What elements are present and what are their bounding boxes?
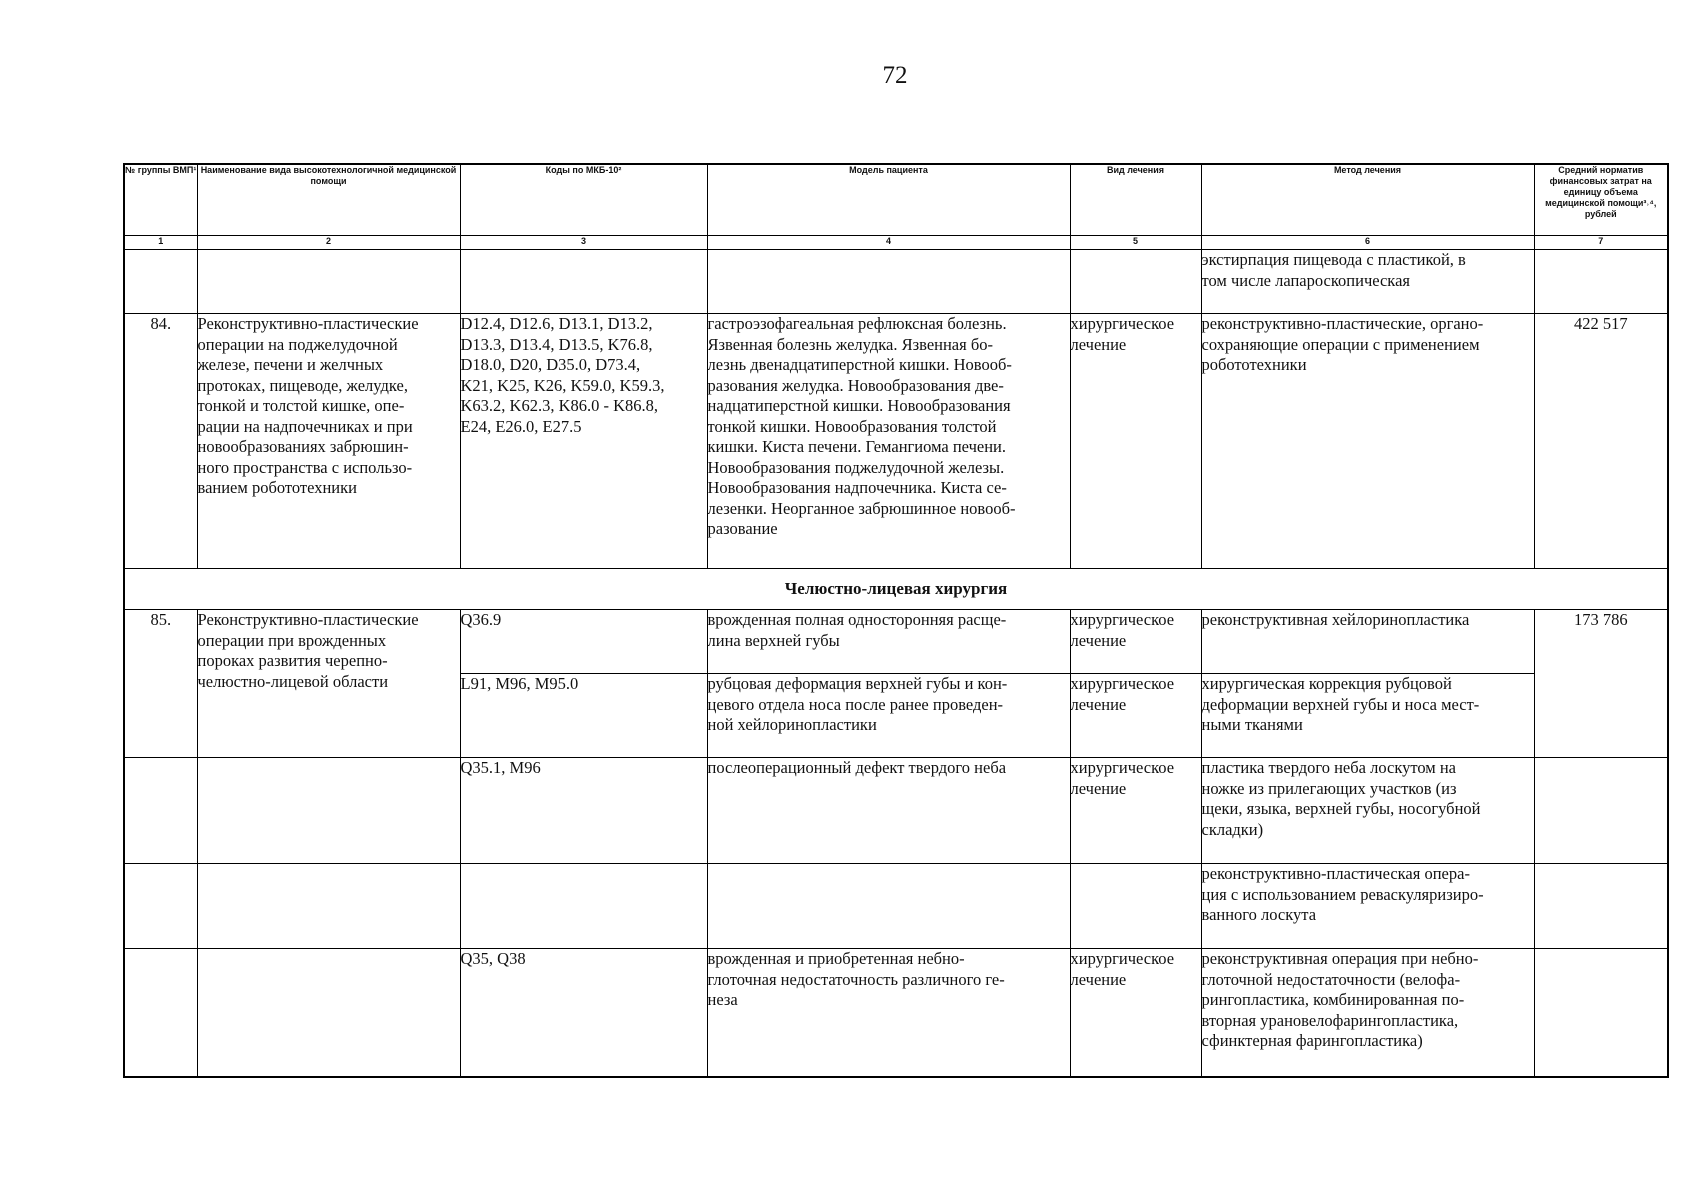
table-row — [124, 758, 1668, 864]
treatment-method-cell: реконструктивная операция при небно- глоточной недостаточности (велофа- рингопластика, комбинированная по- вторная урановелофарингопластика, сфинктерная фарингопластика) — [1201, 949, 1534, 1077]
column-number: 1 — [124, 236, 197, 250]
avg-cost-cell — [1534, 250, 1668, 314]
group-number-cell — [124, 949, 197, 1077]
treatment-type-cell: хирургическое лечение — [1070, 674, 1201, 758]
avg-cost-cell: 422 517 — [1534, 314, 1668, 569]
care-type-cell — [197, 864, 460, 949]
table-row — [124, 610, 1668, 674]
header-treatment-type: Вид лечения — [1070, 164, 1201, 236]
avg-cost-cell — [1534, 758, 1668, 864]
icd-codes-cell — [460, 864, 707, 949]
icd-codes-cell: Q35.1, M96 — [460, 758, 707, 864]
page-number: 72 — [882, 62, 908, 89]
icd-codes-cell: Q35, Q38 — [460, 949, 707, 1077]
table-row — [124, 314, 1668, 569]
treatment-type-cell: хирургическое лечение — [1070, 610, 1201, 674]
header-row — [124, 164, 1668, 236]
section-row — [124, 569, 1668, 610]
treatment-method-cell: пластика твердого неба лоскутом на ножке из прилегающих участков (из щеки, языка, верхней губы, носогубной складки) — [1201, 758, 1534, 864]
treatment-method-cell: экстирпация пищевода с пластикой, в том числе лапароскопическая — [1201, 250, 1534, 314]
treatment-type-cell: хирургическое лечение — [1070, 949, 1201, 1077]
vmp-table — [123, 163, 1669, 1078]
table-row — [124, 250, 1668, 314]
care-type-cell: Реконструктивно-пластические операции при врожденных пороках развития черепно- челюстно-лицевой области — [197, 610, 460, 758]
column-number: 6 — [1201, 236, 1534, 250]
patient-model-cell: гастроэзофагеальная рефлюксная болезнь. Язвенная болезнь желудка. Язвенная бо- лезнь двенадцатиперстной кишки. Новооб- разования желудка. Новообразования две- надцатиперстной кишки. Новообразования тонкой кишки. Новообразования толстой кишки. Киста печени. Гемангиома печени. Новообразования поджелудочной железы. Новообразования надпочечника. Киста се- лезенки. Неорганное забрюшинное новооб- разование — [707, 314, 1070, 569]
icd-codes-cell — [460, 250, 707, 314]
group-number-cell — [124, 758, 197, 864]
header-treatment-method: Метод лечения — [1201, 164, 1534, 236]
table-row — [124, 949, 1668, 1077]
patient-model-cell: рубцовая деформация верхней губы и кон- цевого отдела носа после ранее проведен- ной хейлоринопластики — [707, 674, 1070, 758]
header-group-number: № группы ВМП¹ — [124, 164, 197, 236]
patient-model-cell — [707, 250, 1070, 314]
icd-codes-cell: L91, M96, M95.0 — [460, 674, 707, 758]
treatment-type-cell: хирургическое лечение — [1070, 314, 1201, 569]
treatment-type-cell: хирургическое лечение — [1070, 758, 1201, 864]
header-patient-model: Модель пациента — [707, 164, 1070, 236]
group-number-cell — [124, 250, 197, 314]
icd-codes-cell: D12.4, D12.6, D13.1, D13.2, D13.3, D13.4, D13.5, K76.8, D18.0, D20, D35.0, D73.4, K21, K25, K26, K59.0, K59.3, K63.2, K62.3, K86.0 - K86.8, E24, E26.0, E27.5 — [460, 314, 707, 569]
table-row — [124, 864, 1668, 949]
treatment-type-cell — [1070, 864, 1201, 949]
care-type-cell — [197, 949, 460, 1077]
group-number-cell: 85. — [124, 610, 197, 758]
group-number-cell: 84. — [124, 314, 197, 569]
treatment-method-cell: хирургическая коррекция рубцовой деформации верхней губы и носа мест- ными тканями — [1201, 674, 1534, 758]
treatment-method-cell: реконструктивно-пластические, органо- сохраняющие операции с применением робототехники — [1201, 314, 1534, 569]
patient-model-cell: врожденная и приобретенная небно- глоточная недостаточность различного ге- неза — [707, 949, 1070, 1077]
care-type-cell: Реконструктивно-пластические операции на поджелудочной железе, печени и желчных протоках, пищеводе, желудке, тонкой и толстой кишке, опе- рации на надпочечниках и при новообразованиях забрюшин- ного пространства с использо- ванием робототехники — [197, 314, 460, 569]
section-title: Челюстно-лицевая хирургия — [124, 569, 1668, 610]
header-icd-codes: Коды по МКБ-10² — [460, 164, 707, 236]
column-number: 5 — [1070, 236, 1201, 250]
column-number-row — [124, 236, 1668, 250]
header-care-type: Наименование вида высокотехнологичной медицинской помощи — [197, 164, 460, 236]
column-number: 3 — [460, 236, 707, 250]
header-avg-cost: Средний норматив финансовых затрат на единицу объема медицинской помощи³˒⁴, рублей — [1534, 164, 1668, 236]
patient-model-cell — [707, 864, 1070, 949]
group-number-cell — [124, 864, 197, 949]
patient-model-cell: врожденная полная односторонняя расще- лина верхней губы — [707, 610, 1070, 674]
patient-model-cell: послеоперационный дефект твердого неба — [707, 758, 1070, 864]
care-type-cell — [197, 250, 460, 314]
column-number: 7 — [1534, 236, 1668, 250]
avg-cost-cell: 173 786 — [1534, 610, 1668, 758]
column-number: 2 — [197, 236, 460, 250]
treatment-method-cell: реконструктивно-пластическая опера- ция с использованием реваскуляризиро- ванного лоскута — [1201, 864, 1534, 949]
treatment-type-cell — [1070, 250, 1201, 314]
icd-codes-cell: Q36.9 — [460, 610, 707, 674]
column-number: 4 — [707, 236, 1070, 250]
treatment-method-cell: реконструктивная хейлоринопластика — [1201, 610, 1534, 674]
avg-cost-cell — [1534, 864, 1668, 949]
care-type-cell — [197, 758, 460, 864]
avg-cost-cell — [1534, 949, 1668, 1077]
